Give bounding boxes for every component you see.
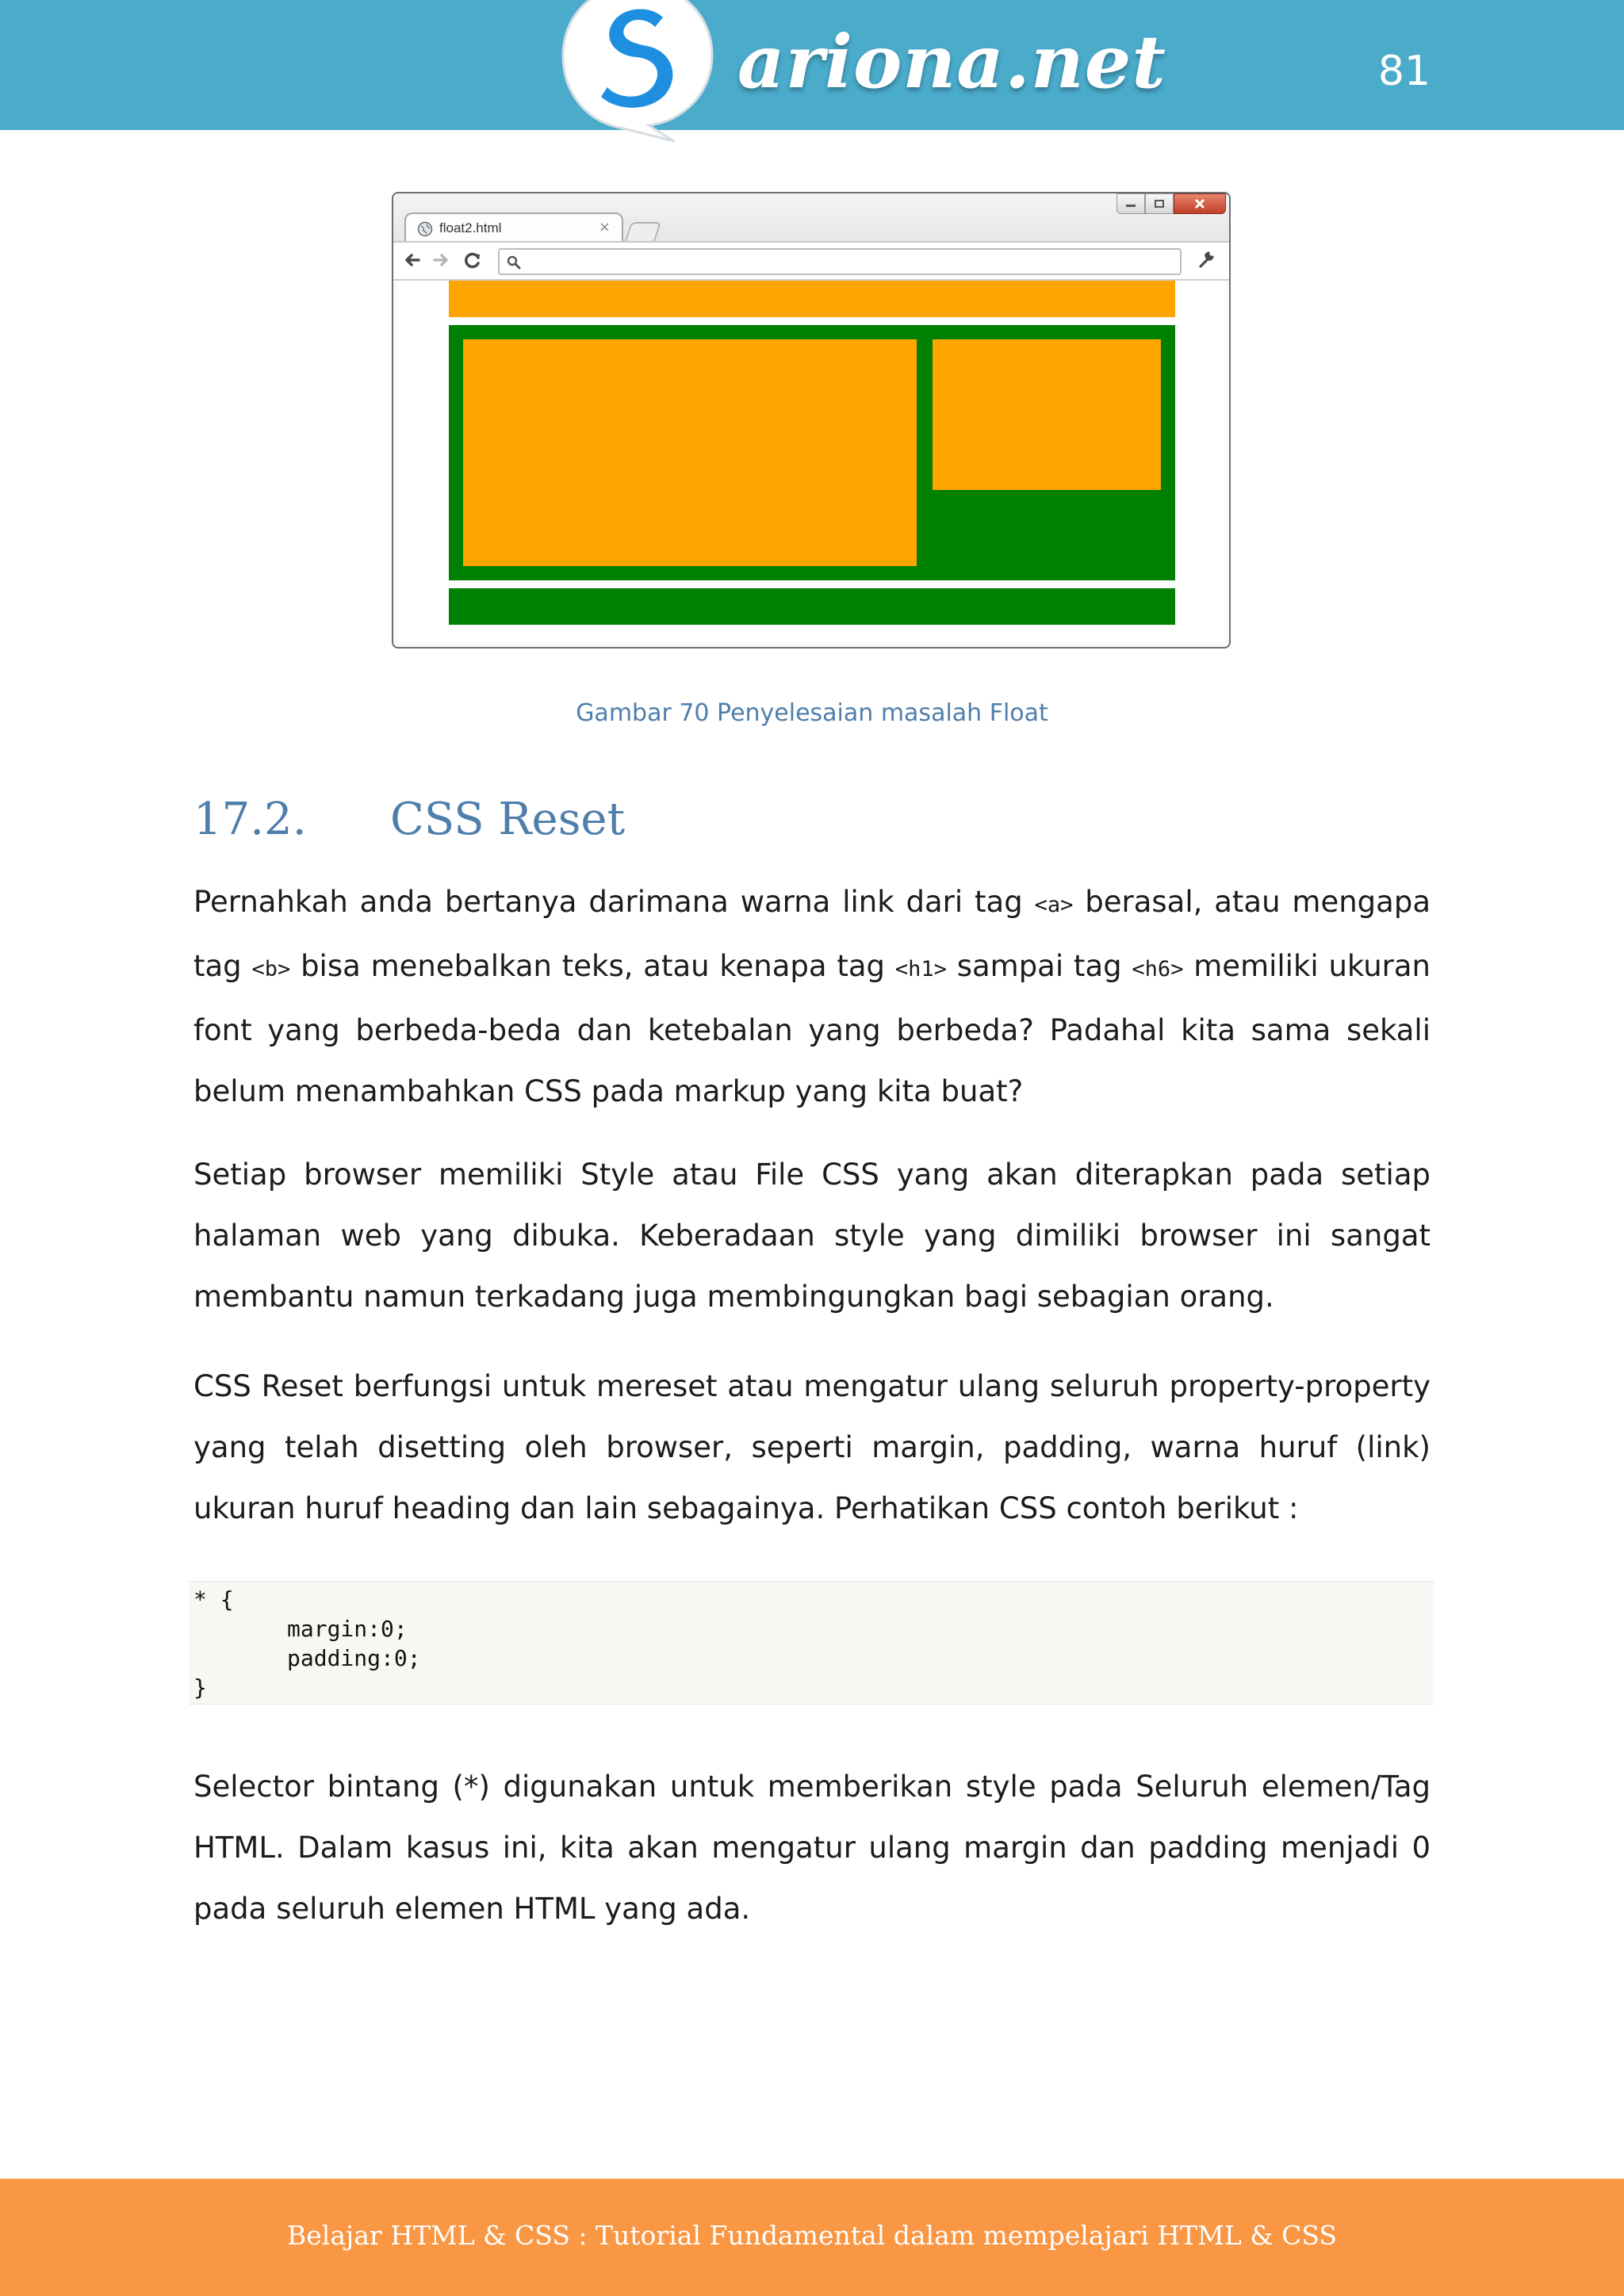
address-bar <box>498 248 1182 275</box>
demo-header-block <box>449 281 1175 317</box>
paragraph-intro <box>193 871 1431 1122</box>
logo-text: ariona.net <box>737 19 1166 105</box>
reload-icon <box>462 249 484 271</box>
new-tab-icon <box>625 222 661 241</box>
text-run: berasal, atau mengapa tag <box>193 885 1431 983</box>
footer-text: Belajar HTML & CSS : Tutorial Fundamental dalam mempelajari HTML & CSS <box>287 2220 1337 2251</box>
demo-footer-block <box>449 588 1175 625</box>
text-run: memiliki ukuran font yang berbeda-beda dan ketebalan yang berbeda? Padahal kita sama sekali belum menambahkan CSS pada markup yang kita buat? <box>193 949 1431 1108</box>
browser-viewport <box>398 281 1224 642</box>
browser-toolbar <box>393 241 1229 281</box>
page-number: 81 <box>1377 48 1431 95</box>
page-footer <box>0 2179 1624 2296</box>
code-text: * { margin:0; padding:0; } <box>193 1586 421 1701</box>
text-run: Pernahkah anda bertanya darimana warna link dari tag <box>193 885 1035 919</box>
figure-caption: Gambar 70 Penyelesaian masalah Float <box>576 699 1048 727</box>
minimize-icon <box>1116 193 1145 214</box>
paragraph-selector: Selector bintang (*) digunakan untuk memberikan style pada Seluruh elemen/Tag HTML. Dalam kasus ini, kita akan mengatur ulang margin dan padding menjadi 0 pada seluruh elemen HTML yang ada. <box>193 1770 1431 1926</box>
browser-tab <box>404 212 623 243</box>
demo-right-float-block <box>933 339 1161 490</box>
paragraph-browser-style: Setiap browser memiliki Style atau File CSS yang akan diterapkan pada setiap halaman web yang dibuka. Keberadaan style yang dimiliki browser ini sangat membantu namun terkadang juga membingungkan bagi sebagian orang. <box>193 1158 1431 1314</box>
forward-arrow-icon <box>430 249 452 271</box>
inline-code: <b> <box>251 957 291 982</box>
window-controls <box>1116 193 1226 216</box>
inline-code: <h6> <box>1132 957 1184 982</box>
tab-close-icon: × <box>598 219 611 235</box>
inline-code: <a> <box>1034 893 1074 917</box>
demo-wrapper-block <box>449 325 1175 580</box>
search-icon <box>506 254 522 270</box>
wrench-icon <box>1194 249 1216 271</box>
page-header <box>0 0 1624 130</box>
browser-titlebar <box>393 193 1229 241</box>
text-run: bisa menebalkan teks, atau kenapa tag <box>290 949 895 983</box>
tab-title: float2.html <box>439 220 502 235</box>
browser-screenshot <box>392 192 1231 649</box>
paragraph-css-reset: CSS Reset berfungsi untuk mereset atau mengatur ulang seluruh property-property yang telah disetting oleh browser, seperti margin, padding, warna huruf (link) ukuran huruf heading dan lain sebagainya. Perhatikan CSS contoh berikut : <box>193 1369 1431 1525</box>
logo-icon <box>555 0 720 143</box>
section-title: CSS Reset <box>390 794 626 845</box>
maximize-icon <box>1145 193 1174 214</box>
inline-code: <h1> <box>894 957 947 982</box>
close-icon <box>1174 193 1226 214</box>
code-block <box>189 1581 1434 1705</box>
globe-icon <box>417 221 433 237</box>
text-run: sampai tag <box>946 949 1132 983</box>
section-number: 17.2. <box>193 794 307 845</box>
section-heading <box>193 788 625 851</box>
demo-left-float-block <box>463 339 917 566</box>
back-arrow-icon <box>401 249 423 271</box>
